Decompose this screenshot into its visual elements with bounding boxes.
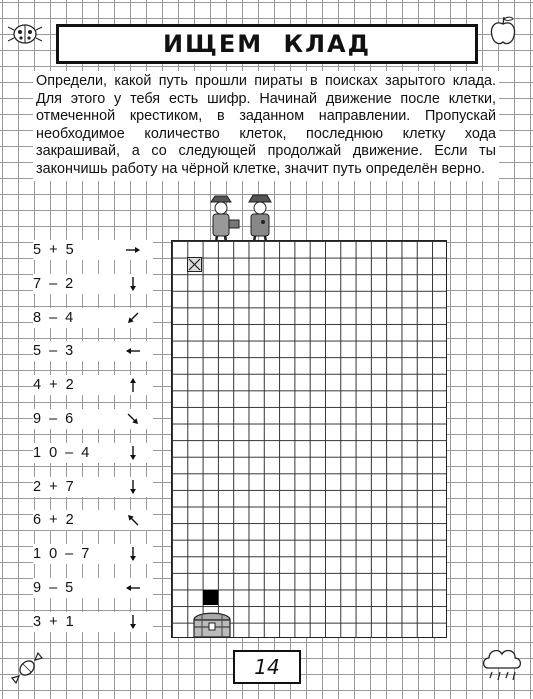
cipher-expression: 2 + 7 [33,478,75,495]
cipher-row [33,443,153,463]
candy-icon [8,648,46,688]
down-left-arrow-icon [113,309,153,327]
down-right-arrow-icon [113,410,153,428]
cross-icon [188,258,201,271]
cipher-expression: 1 0 – 7 [33,546,91,563]
cipher-row [33,240,153,260]
cipher-expression: 4 + 2 [33,377,75,394]
down-arrow-icon [113,444,153,462]
cipher-expression: 3 + 1 [33,613,75,630]
cipher-expression: 7 – 2 [33,275,75,292]
down-arrow-icon [113,275,153,293]
path-grid[interactable] [171,240,447,638]
down-arrow-icon [113,545,153,563]
cipher-row [33,341,153,361]
up-left-arrow-icon [113,511,153,529]
cipher-row [33,375,153,395]
end-cell-black [203,590,218,605]
cipher-row [33,409,153,429]
down-arrow-icon [113,613,153,631]
cipher-row [33,578,153,598]
ladybug-icon [6,18,44,48]
instructions-text: Определи, какой путь прошли пираты в поисках зарытого клада. Для этого у тебя есть шифр. Начинай движение после клетки, отмеченной крестиком, в заданном направлении. Пропускай необходимое количество клеток, последнюю клетку хода закрашивай, а со следующей продолжай движение. Если ты закончишь работу на чёрной клетке, значит путь определён верно. [33,71,499,181]
start-cell-cross[interactable] [187,257,202,272]
treasure-chest-illustration [190,608,234,640]
cipher-expression: 9 – 6 [33,411,75,427]
page-title: ИЩЕМ КЛАД [162,30,372,58]
cloud-icon [480,640,524,690]
cipher-row [33,274,153,294]
apple-icon [486,14,520,48]
page-number-frame [233,650,301,684]
cipher-expression: 6 + 2 [33,512,75,529]
cipher-row [33,612,153,632]
right-arrow-icon [113,241,153,259]
cipher-expression: 1 0 – 4 [33,444,91,461]
cipher-expression: 8 – 4 [33,309,75,326]
cipher-row [33,544,153,564]
up-arrow-icon [113,376,153,394]
cipher-row [33,510,153,530]
cipher-expression: 5 + 5 [33,242,75,258]
page-number: 14 [254,655,280,679]
title-frame [56,24,478,64]
cipher-expression: 9 – 5 [33,580,75,596]
left-arrow-icon [113,342,153,360]
cipher-row [33,308,153,328]
cipher-row [33,477,153,497]
down-arrow-icon [113,478,153,496]
cipher-expression: 5 – 3 [33,343,75,360]
left-arrow-icon [113,579,153,597]
